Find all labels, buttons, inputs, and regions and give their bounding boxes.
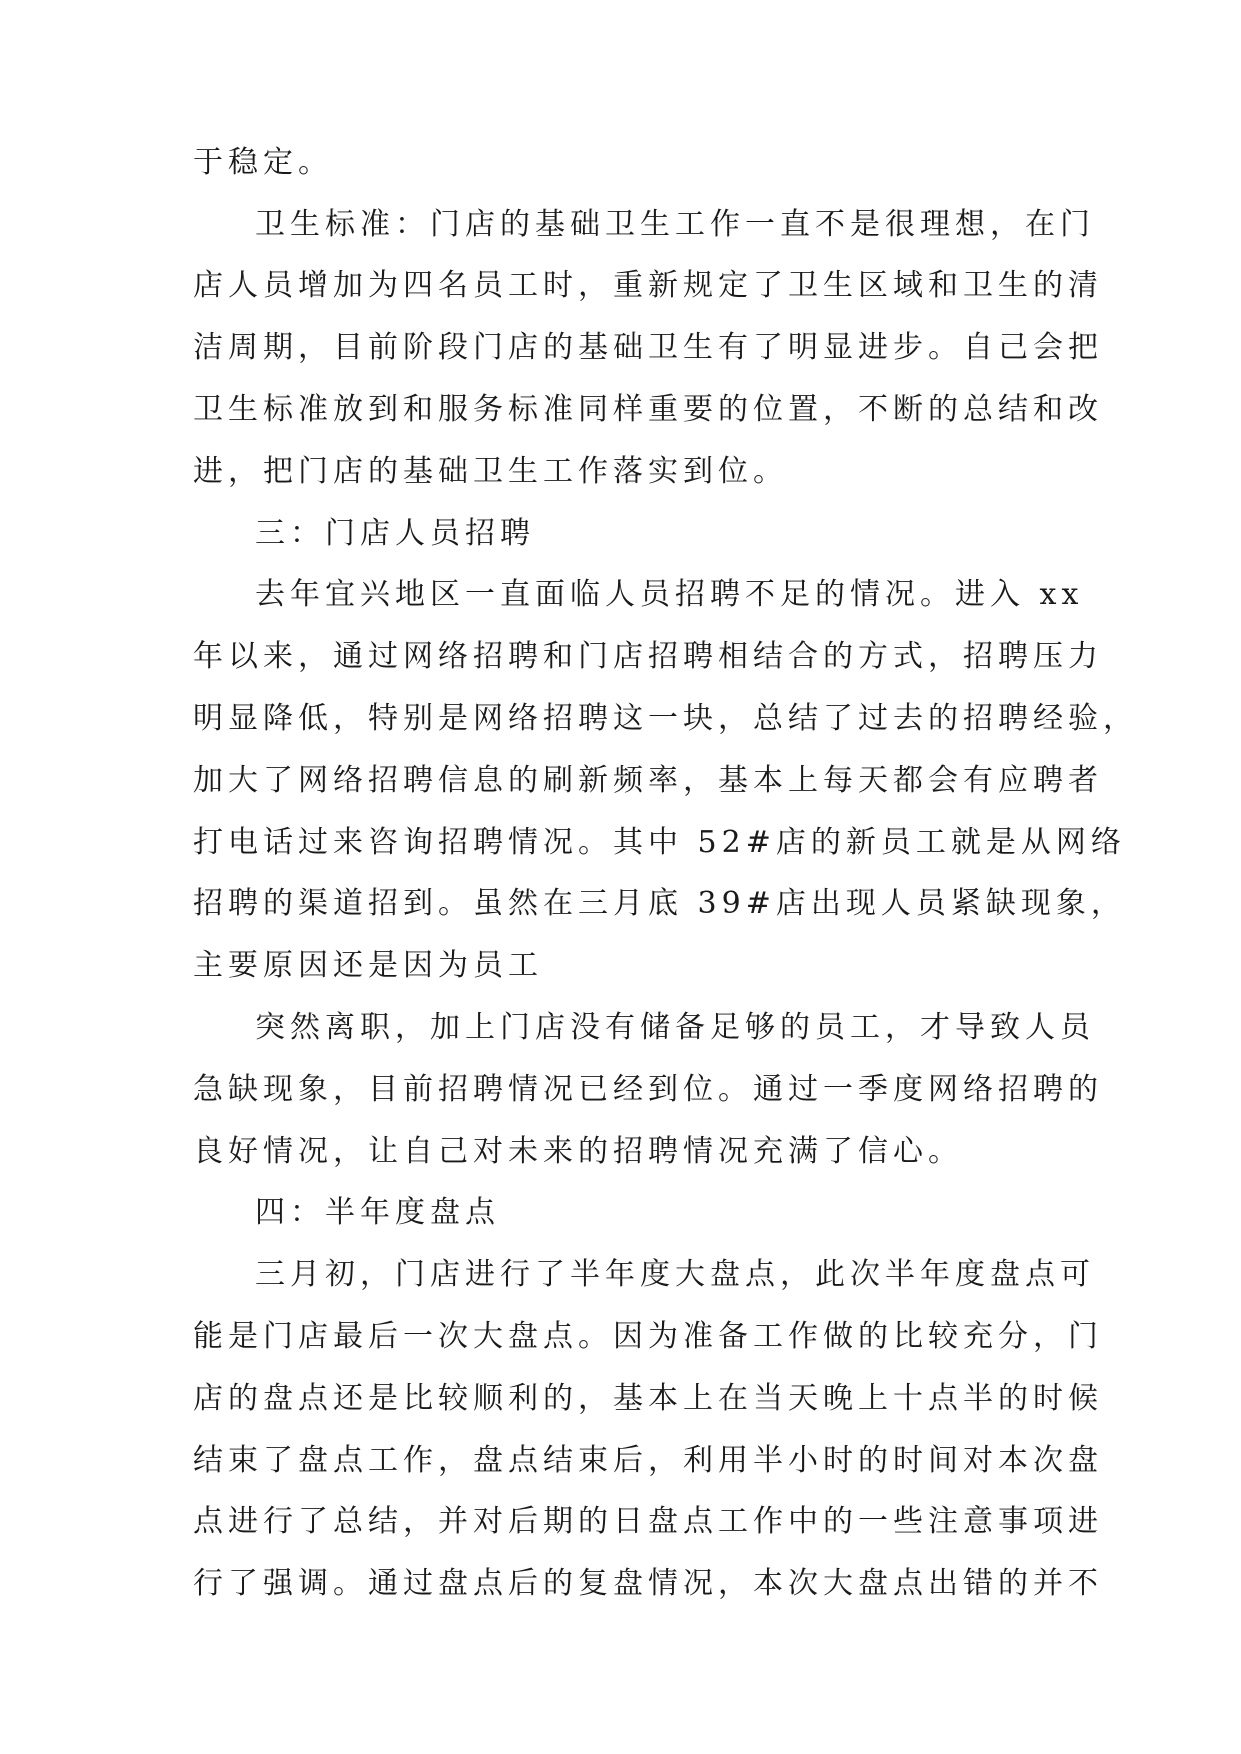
text-line: 进，把门店的基础卫生工作落实到位。 <box>193 454 788 489</box>
text-line: 招聘的渠道招到。虽然在三月底 39#店出现人员紧缺现象， <box>193 886 1126 921</box>
section-heading: 三：门店人员招聘 <box>255 516 535 551</box>
text-line: 明显降低，特别是网络招聘这一块，总结了过去的招聘经验， <box>193 701 1138 736</box>
text-line: 行了强调。通过盘点后的复盘情况，本次大盘点出错的并不 <box>193 1566 1103 1601</box>
text-line: 去年宜兴地区一直面临人员招聘不足的情况。进入 xx <box>255 577 1084 612</box>
text-line: 突然离职，加上门店没有储备足够的员工，才导致人员 <box>255 1010 1095 1045</box>
text-line: 店人员增加为四名员工时，重新规定了卫生区域和卫生的清 <box>193 268 1103 303</box>
text-line: 打电话过来咨询招聘情况。其中 52#店的新员工就是从网络 <box>193 825 1126 860</box>
text-line: 年以来，通过网络招聘和门店招聘相结合的方式，招聘压力 <box>193 639 1103 674</box>
text-line: 卫生标准放到和服务标准同样重要的位置，不断的总结和改 <box>193 392 1103 427</box>
text-line: 三月初，门店进行了半年度大盘点，此次半年度盘点可 <box>255 1257 1095 1292</box>
text-line: 良好情况，让自己对未来的招聘情况充满了信心。 <box>193 1134 963 1169</box>
text-line: 结束了盘点工作，盘点结束后，利用半小时的时间对本次盘 <box>193 1443 1103 1478</box>
text-line: 店的盘点还是比较顺利的，基本上在当天晚上十点半的时候 <box>193 1381 1103 1416</box>
text-line: 加大了网络招聘信息的刷新频率，基本上每天都会有应聘者 <box>193 763 1103 798</box>
text-line: 洁周期，目前阶段门店的基础卫生有了明显进步。自己会把 <box>193 330 1103 365</box>
text-line: 能是门店最后一次大盘点。因为准备工作做的比较充分，门 <box>193 1319 1103 1354</box>
text-line: 卫生标准：门店的基础卫生工作一直不是很理想，在门 <box>255 207 1095 242</box>
text-line: 主要原因还是因为员工 <box>193 948 543 983</box>
text-line: 急缺现象，目前招聘情况已经到位。通过一季度网络招聘的 <box>193 1072 1103 1107</box>
section-heading: 四：半年度盘点 <box>255 1195 500 1230</box>
text-line: 点进行了总结，并对后期的日盘点工作中的一些注意事项进 <box>193 1504 1103 1539</box>
text-line: 于稳定。 <box>193 145 333 180</box>
